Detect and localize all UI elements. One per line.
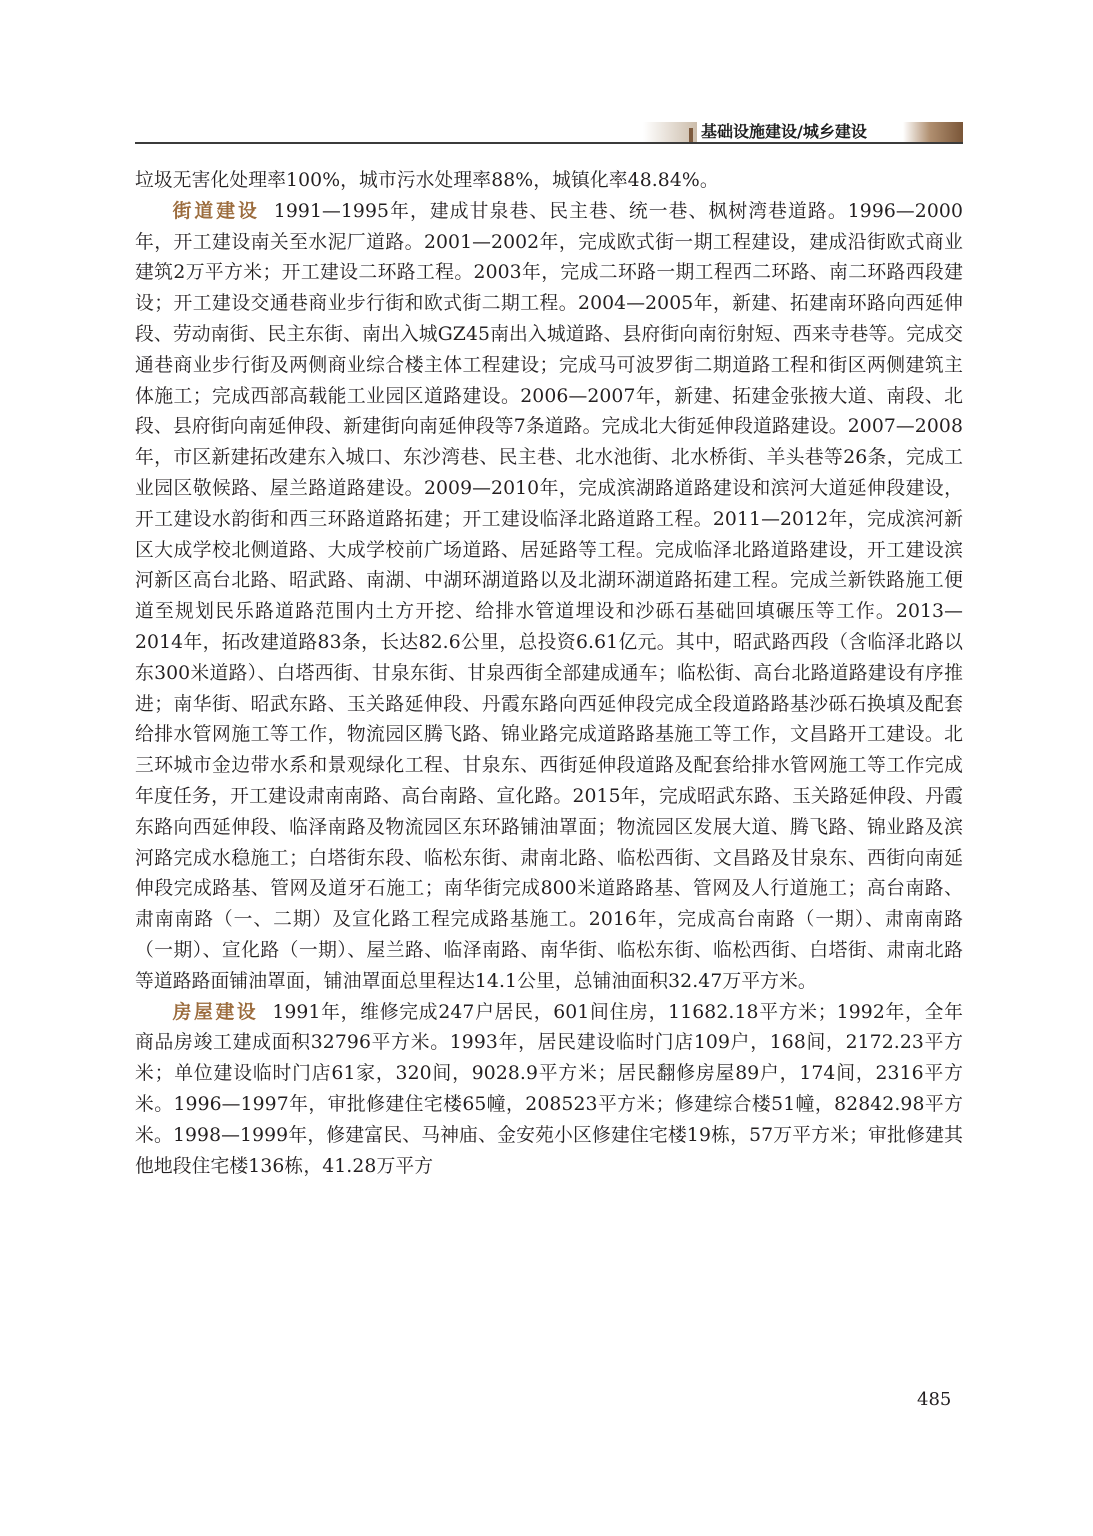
- page-number: 485: [917, 1389, 952, 1410]
- header-decoration-right: [903, 122, 963, 142]
- running-header: [135, 122, 963, 144]
- section-title: 基础设施建设/城乡建设: [697, 122, 875, 142]
- body-text: [135, 166, 963, 1182]
- paragraph-lead-street: 街道建设: [172, 200, 260, 222]
- header-marker: [689, 128, 693, 142]
- paragraph-lead-housing: 房屋建设: [172, 1001, 259, 1023]
- paragraph-street-construction: [135, 197, 963, 998]
- paragraph-text: 1991年，维修完成247户居民，601间住房，11682.18平方米；1992年，全年商品房竣工建成面积32796平方米。1993年，居民建设临时门店109户，168间，2172.23平方米；单位建设临时门店61家，320间，9028.9平方米；居民翻修房屋89户，174间，2316平方米。1996—1997年，审批修建住宅楼65幢，208523平方米；修建综合楼51幢，82842.98平方米。1998—1999年，修建富民、马神庙、金安苑小区修建住宅楼19栋，57万平方米；审批修建其他地段住宅楼136栋，41.28万平方: [135, 1001, 963, 1177]
- header-rule: [135, 142, 963, 144]
- paragraph-text: 1991—1995年，建成甘泉巷、民主巷、统一巷、枫树湾巷道路。1996—2000年，开工建设南关至水泥厂道路。2001—2002年，完成欧式街一期工程建设，建成沿街欧式商业建筑2万平方米；开工建设二环路工程。2003年，完成二环路一期工程西二环路、南二环路西段建设；开工建设交通巷商业步行街和欧式街二期工程。2004—2005年，新建、拓建南环路向西延伸段、劳动南街、民主东街、南出入城GZ45南出入城道路、县府街向南衍射短、西来寺巷等。完成交通巷商业步行街及两侧商业综合楼主体工程建设；完成马可波罗街二期道路工程和街区两侧建筑主体施工；完成西部高载能工业园区道路建设。2006—2007年，新建、拓建金张掖大道、南段、北段、县府街向南延伸段、新建街向南延伸段等7条道路。完成北大街延伸段道路建设。2007—2008年，市区新建拓改建东入城口、东沙湾巷、民主巷、北水池街、北水桥街、羊头巷等26条，完成工业园区敬候路、屋兰路道路建设。2009—2010年，完成滨湖路道路建设和滨河大道延伸段建设，开工建设水韵街和西三环路道路拓建；开工建设临泽北路道路工程。2011—2012年，完成滨河新区大成学校北侧道路、大成学校前广场道路、居延路等工程。完成临泽北路道路建设，开工建设滨河新区高台北路、昭武路、南湖、中湖环湖道路以及北湖环湖道路拓建工程。完成兰新铁路施工便道至规划民乐路道路范围内土方开挖、给排水管道埋设和沙砾石基础回填碾压等工作。2013—2014年，拓改建道路83条，长达82.6公里，总投资6.61亿元。其中，昭武路西段（含临泽北路以东300米道路）、白塔西街、甘泉东街、甘泉西街全部建成通车；临松街、高台北路道路建设有序推进；南华街、昭武东路、玉关路延伸段、丹霞东路向西延伸段完成全段道路路基沙砾石换填及配套给排水管网施工等工作，物流园区腾飞路、锦业路完成道路路基施工等工作，文昌路开工建设。北三环城市金边带水系和景观绿化工程、甘泉东、西街延伸段道路及配套给排水管网施工等工作完成年度任务，开工建设肃南南路、高台南路、宣化路。2015年，完成昭武东路、玉关路延伸段、丹霞东路向西延伸段、临泽南路及物流园区东环路铺油罩面；物流园区发展大道、腾飞路、锦业路及滨河路完成水稳施工；白塔街东段、临松东街、肃南北路、临松西街、文昌路及甘泉东、西街向南延伸段完成路基、管网及道牙石施工；南华街完成800米道路路基、管网及人行道施工；高台南路、肃南南路（一、二期）及宣化路工程完成路基施工。2016年，完成高台南路（一期）、肃南南路（一期）、宣化路（一期）、屋兰路、临泽南路、南华街、临松东街、临松西街、白塔街、肃南北路等道路路面铺油罩面，铺油罩面总里程达14.1公里，总铺油面积32.47万平方米。: [135, 200, 964, 992]
- paragraph-continuation: [135, 166, 963, 197]
- paragraph-text: 垃圾无害化处理率100%，城市污水处理率88%，城镇化率48.84%。: [135, 170, 719, 191]
- paragraph-housing-construction: [135, 998, 963, 1183]
